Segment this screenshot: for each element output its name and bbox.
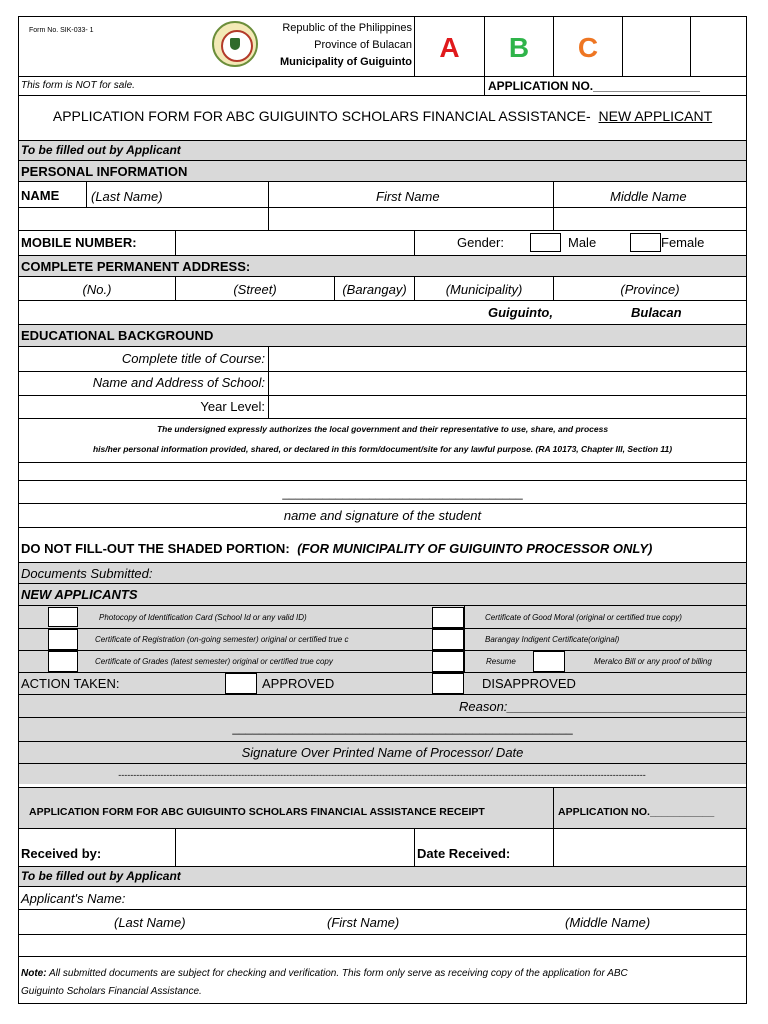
doc-grades-label: Certificate of Grades (latest semester) original or certified true copy: [95, 657, 333, 666]
doc-grades-checkbox[interactable]: [48, 651, 78, 672]
school-field[interactable]: [269, 372, 746, 395]
municipal-seal-icon: [212, 21, 258, 67]
last-name-field[interactable]: [19, 208, 268, 230]
disapproved-checkbox[interactable]: [432, 673, 464, 694]
personal-info-heading: PERSONAL INFORMATION: [21, 164, 188, 179]
processor-signature-caption: Signature Over Printed Name of Processor/ Date: [241, 745, 524, 760]
address-municipality-label: (Municipality): [445, 282, 523, 297]
received-by-field[interactable]: [176, 829, 414, 866]
letter-c: C: [577, 32, 599, 63]
to-be-filled-label: To be filled out by Applicant: [21, 143, 181, 157]
doc-registration-label: Certificate of Registration (on-going semester) original or certified true c: [95, 636, 349, 644]
address-province-label: (Province): [620, 282, 680, 297]
consent-line-1: The undersigned expressly authorizes the local government and their representative to use, share, and process: [156, 424, 609, 434]
approved-label: APPROVED: [262, 676, 335, 691]
receipt-title: APPLICATION FORM FOR ABC GUIGUINTO SCHOLARS FINANCIAL ASSISTANCE RECEIPT: [29, 806, 485, 818]
disapproved-label: DISAPPROVED: [482, 676, 576, 691]
student-signature-caption: name and signature of the student: [283, 508, 482, 523]
receipt-application-number[interactable]: APPLICATION NO.___________: [558, 806, 715, 818]
box-option-5[interactable]: [691, 17, 746, 76]
consent-line-2: his/her personal information provided, shared, or declared in this form/document/site for any lawful purpose. (RA 10173, Chapter III, Section 11): [92, 444, 673, 454]
course-label: Complete title of Course:: [121, 351, 265, 366]
form-title-main: APPLICATION FORM FOR ABC GUIGUINTO SCHOLARS FINANCIAL ASSISTANCE-: [52, 108, 591, 124]
doc-good-moral-checkbox[interactable]: [432, 607, 464, 628]
action-taken-label: ACTION TAKEN:: [21, 676, 120, 691]
doc-id-checkbox[interactable]: [48, 607, 78, 627]
doc-meralco-label: Meralco Bill or any proof of billing: [594, 658, 712, 666]
name-label: NAME: [21, 188, 60, 203]
doc-meralco-checkbox[interactable]: [533, 651, 565, 672]
form-number: Form No. SIK-033- 1: [29, 27, 94, 34]
province-value: Bulacan: [631, 305, 682, 320]
doc-id-label: Photocopy of Identification Card (School Id or any valid ID): [99, 613, 307, 622]
date-received-field[interactable]: [554, 829, 746, 866]
header-republic: Republic of the Philippines: [282, 22, 412, 34]
letter-b: B: [508, 32, 530, 63]
note-line-1: All submitted documents are subject for checking and verification. This form only serve as receiving copy of the application for ABC: [48, 968, 628, 979]
header-province: Province of Bulacan: [314, 39, 412, 51]
applicant-name-field[interactable]: [19, 935, 746, 956]
address-no-field[interactable]: [19, 301, 175, 324]
processor-signature-line[interactable]: ___________________________________________________: [232, 721, 573, 735]
doc-registration-checkbox[interactable]: [48, 629, 78, 650]
receipt-to-be-filled-label: To be filled out by Applicant: [21, 869, 181, 883]
male-checkbox[interactable]: [530, 233, 561, 252]
address-barangay-field[interactable]: [335, 301, 414, 324]
processor-heading-main: DO NOT FILL-OUT THE SHADED PORTION:: [21, 541, 290, 556]
date-received-label: Date Received:: [417, 846, 511, 861]
first-name-field[interactable]: [269, 208, 553, 230]
address-no-label: (No.): [82, 282, 112, 297]
first-name-label: First Name: [376, 189, 440, 204]
female-checkbox[interactable]: [630, 233, 661, 252]
last-name-label: (Last Name): [91, 189, 163, 204]
doc-indigent-label: Barangay Indigent Certificate(original): [485, 635, 620, 644]
processor-heading-note: (FOR MUNICIPALITY OF GUIGUINTO PROCESSOR ONLY): [297, 541, 653, 556]
address-street-label: (Street): [233, 282, 277, 297]
documents-submitted-label: Documents Submitted:: [21, 566, 153, 581]
receipt-note: [21, 965, 743, 1001]
student-signature-line[interactable]: ____________________________________: [282, 486, 523, 500]
year-level-field[interactable]: [269, 396, 746, 418]
applicant-name-label: Applicant's Name:: [21, 891, 126, 906]
male-label: Male: [568, 235, 597, 250]
mobile-number-field[interactable]: [176, 231, 414, 255]
box-option-4[interactable]: [623, 17, 690, 76]
doc-resume-label: Resume: [486, 657, 516, 666]
gender-label: Gender:: [457, 235, 504, 250]
processor-heading: [21, 542, 652, 555]
cut-line: --------------------------------------------------------------------------------------------------------------------------------------------------------------------------------: [118, 771, 646, 780]
not-for-sale-notice: This form is NOT for sale.: [21, 80, 135, 91]
education-heading: EDUCATIONAL BACKGROUND: [21, 328, 214, 343]
doc-resume-checkbox[interactable]: [432, 651, 464, 672]
school-label: Name and Address of School:: [92, 375, 265, 390]
note-line-2: Guiguinto Scholars Financial Assistance.: [21, 986, 202, 997]
reason-field[interactable]: Reason:_________________________________: [459, 700, 746, 713]
header-municipality: Municipality of Guiguinto: [280, 56, 412, 68]
female-label: Female: [661, 235, 705, 250]
doc-indigent-checkbox[interactable]: [432, 629, 464, 650]
letter-a: A: [439, 32, 460, 63]
form-title: [18, 108, 747, 124]
address-barangay-label: (Barangay): [342, 282, 407, 297]
municipality-value: Guiguinto,: [488, 305, 553, 320]
note-label: Note:: [21, 968, 47, 979]
approved-checkbox[interactable]: [225, 673, 257, 694]
middle-name-label: Middle Name: [610, 189, 687, 204]
year-level-label: Year Level:: [200, 399, 265, 414]
receipt-last-name-label: (Last Name): [114, 915, 186, 930]
address-street-field[interactable]: [176, 301, 334, 324]
address-heading: COMPLETE PERMANENT ADDRESS:: [21, 259, 251, 274]
receipt-first-name-label: (First Name): [327, 915, 400, 930]
application-number[interactable]: APPLICATION NO.________________: [488, 79, 700, 93]
middle-name-field[interactable]: [554, 208, 746, 230]
new-applicants-label: NEW APPLICANTS: [21, 587, 138, 602]
received-by-label: Received by:: [21, 846, 102, 861]
doc-good-moral-label: Certificate of Good Moral (original or certified true copy): [485, 613, 682, 622]
form-title-type: NEW APPLICANT: [598, 108, 713, 124]
course-field[interactable]: [269, 347, 746, 371]
receipt-middle-name-label: (Middle Name): [565, 915, 651, 930]
mobile-number-label: MOBILE NUMBER:: [21, 235, 137, 250]
